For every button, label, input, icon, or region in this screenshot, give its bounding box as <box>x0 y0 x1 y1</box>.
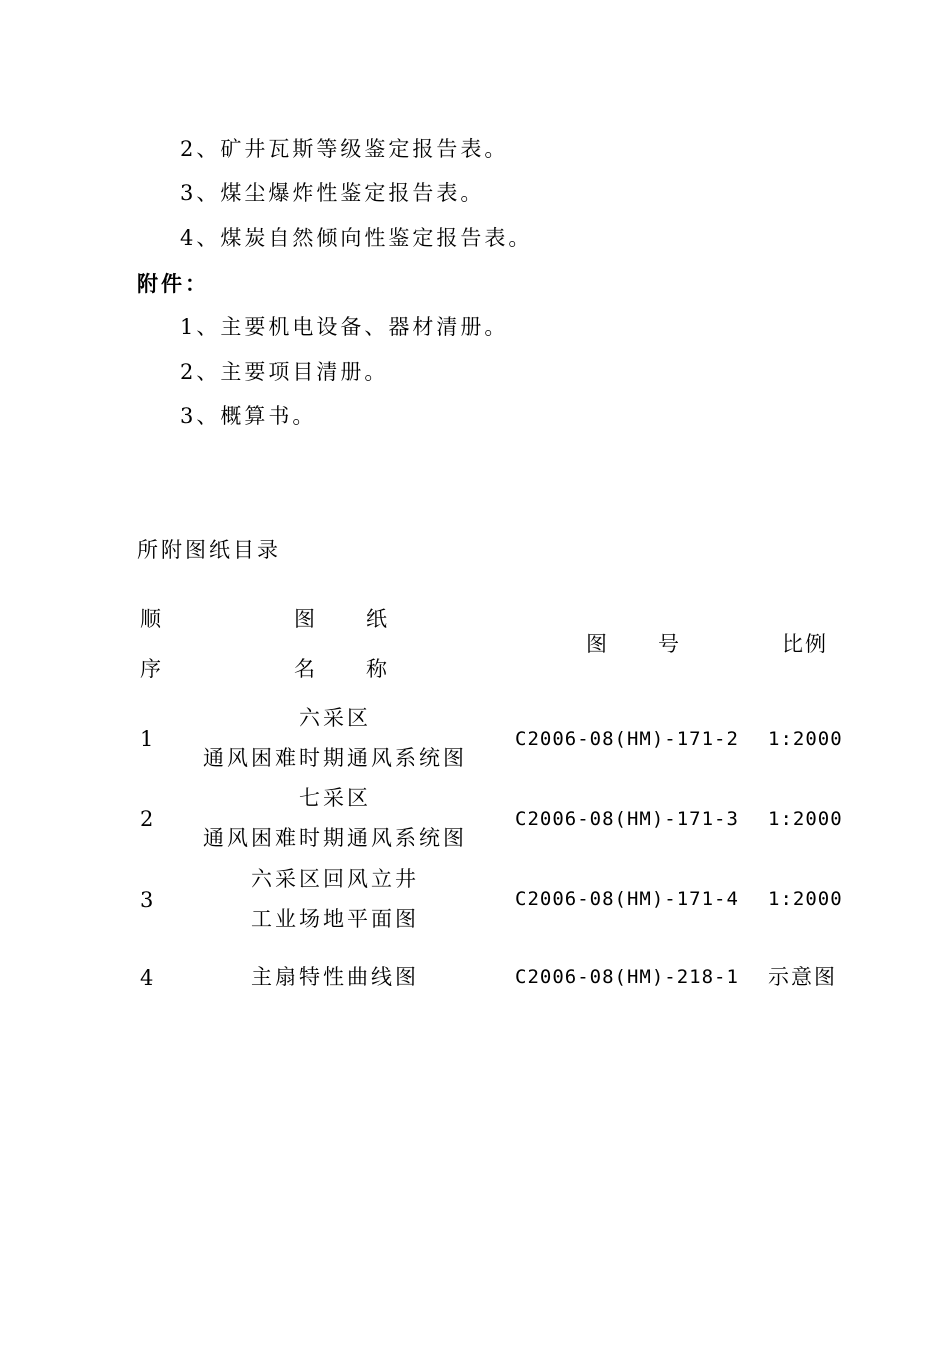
row-2-scale: 1:2000 <box>768 808 843 830</box>
header-seq-top: 顺 <box>140 607 161 631</box>
row-2-drawing-number: C2006-08(HM)-171-3 <box>515 808 739 830</box>
report-item-spontaneous-combustion: 4、煤炭自然倾向性鉴定报告表。 <box>180 226 533 250</box>
row-4-seq: 4 <box>140 966 154 990</box>
row-4-scale: 示意图 <box>768 965 837 989</box>
row-1-drawing-number: C2006-08(HM)-171-2 <box>515 728 739 750</box>
row-3-name-line1: 六采区回风立井 <box>251 867 419 891</box>
drawings-list-title: 所附图纸目录 <box>137 538 281 562</box>
row-3-seq: 3 <box>140 888 154 912</box>
header-seq-bottom: 序 <box>140 657 161 681</box>
attachment-item-estimate: 3、概算书。 <box>180 404 317 428</box>
row-4-name-line1: 主扇特性曲线图 <box>251 965 419 989</box>
header-name-top: 图 纸 <box>294 607 390 631</box>
row-1-name-line1: 六采区 <box>299 706 371 730</box>
row-2-name-line1: 七采区 <box>299 786 371 810</box>
report-item-gas-grade: 2、矿井瓦斯等级鉴定报告表。 <box>180 137 509 161</box>
header-scale: 比例 <box>782 632 828 656</box>
report-item-coal-dust: 3、煤尘爆炸性鉴定报告表。 <box>180 181 485 205</box>
header-name-bottom: 名 称 <box>294 657 390 681</box>
row-1-name-line2: 通风困难时期通风系统图 <box>203 746 467 770</box>
attachment-item-equipment-list: 1、主要机电设备、器材清册。 <box>180 315 509 339</box>
row-3-name-line2: 工业场地平面图 <box>251 907 419 931</box>
row-1-seq: 1 <box>140 727 154 751</box>
row-1-scale: 1:2000 <box>768 728 843 750</box>
row-2-name-line2: 通风困难时期通风系统图 <box>203 826 467 850</box>
row-3-drawing-number: C2006-08(HM)-171-4 <box>515 888 739 910</box>
attachments-heading: 附件： <box>137 271 209 296</box>
row-3-scale: 1:2000 <box>768 888 843 910</box>
row-2-seq: 2 <box>140 807 154 831</box>
row-4-drawing-number: C2006-08(HM)-218-1 <box>515 966 739 988</box>
header-drawing-number: 图 号 <box>586 632 682 656</box>
attachment-item-project-list: 2、主要项目清册。 <box>180 360 389 384</box>
